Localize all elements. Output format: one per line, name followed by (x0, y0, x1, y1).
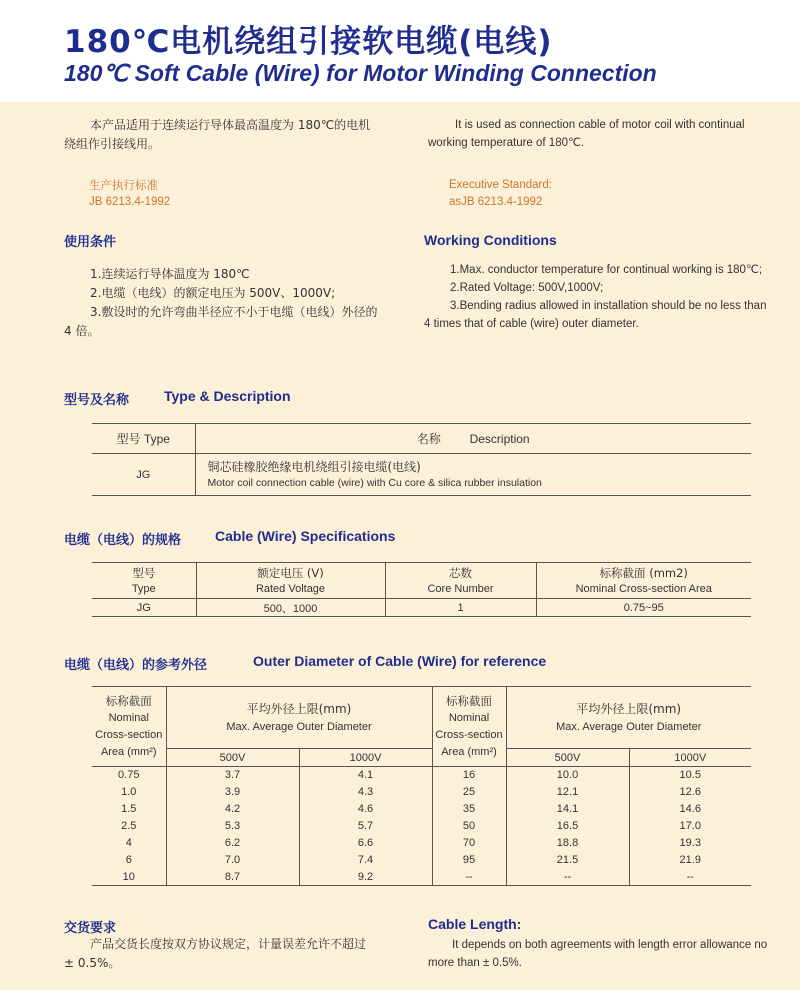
table-cell: 21.9 (679, 854, 701, 866)
od-avg-header-en: Max. Average Outer Diameter (556, 720, 702, 733)
table-cell: 4.1 (299, 767, 432, 784)
table-cell: 12.6 (679, 786, 701, 798)
spec-header-cores-en: Core Number (427, 582, 494, 595)
table-cell: 4.3 (299, 784, 432, 801)
description-cell (195, 454, 751, 496)
spec-cell-voltage: 500、1000 (196, 599, 385, 617)
condition-cn-3: 3.敷设时的允许弯曲半径应不小于电缆（电线）外径的 (90, 305, 378, 319)
table-cell: 10 (92, 869, 166, 886)
table-cell: 12.1 (506, 784, 629, 801)
table-cell: 21.5 (506, 852, 629, 869)
table-cell: 5.3 (166, 818, 299, 835)
table-cell: 17.0 (679, 820, 701, 832)
table-cell: 1.5 (92, 801, 166, 818)
conditions-heading-en: Working Conditions (424, 232, 557, 248)
spec-cell-type: JG (92, 599, 196, 617)
table-cell: 14.1 (506, 801, 629, 818)
od-area-header-cn: 标称截面 (446, 693, 492, 708)
spec-header-voltage-en: Rated Voltage (255, 582, 326, 595)
od-500v-header: 500V (506, 749, 629, 767)
description-cn: 铜芯硅橡胶绝缘电机绕组引接电缆(电线) (207, 460, 421, 474)
table-cell: 25 (432, 784, 506, 801)
od-1000v-header: 1000V (299, 749, 432, 767)
od-header-row (92, 687, 751, 749)
od-heading-en: Outer Diameter of Cable (Wire) for reference (253, 653, 547, 669)
conditions-heading-cn: 使用条件 (64, 235, 117, 250)
description-col-en: Description (469, 432, 530, 446)
spec-header-type (92, 563, 196, 599)
od-area-header-right (432, 687, 506, 767)
table-cell: 35 (432, 801, 506, 818)
od-area-header-en1: Nominal (108, 711, 149, 724)
table-cell: 14.6 (679, 803, 701, 815)
od-area-header-left (92, 687, 166, 767)
table-cell: 8.7 (166, 869, 299, 886)
od-area-header-en2: Cross-section (95, 728, 163, 741)
spec-table (92, 562, 751, 617)
table-cell: 4.6 (299, 801, 432, 818)
type-table (92, 423, 751, 496)
table-cell: 7.4 (299, 852, 432, 869)
standard-en-value: asJB 6213.4-1992 (449, 196, 543, 208)
standard-en-label: Executive Standard: (449, 179, 552, 191)
spec-table-header (92, 563, 751, 599)
table-row (92, 767, 751, 784)
condition-cn-4: 4 倍。 (64, 324, 100, 338)
table-row (92, 852, 751, 869)
od-1000v-header: 1000V (629, 749, 751, 767)
od-avg-header-cn: 平均外径上限(mm) (576, 701, 682, 716)
spec-header-voltage-cn: 额定电压 (V) (257, 565, 324, 580)
delivery-heading-cn: 交货要求 (64, 921, 117, 936)
spec-header-cores (385, 563, 536, 599)
type-heading-cn: 型号及名称 (64, 393, 130, 408)
od-area-header-en3: Area (mm²) (441, 745, 497, 758)
spec-heading-cn: 电缆（电线）的规格 (64, 533, 182, 548)
table-cell: 10.0 (506, 767, 629, 784)
intro-en-line1: It is used as connection cable of motor coil with continual (455, 119, 745, 131)
table-cell: 95 (432, 852, 506, 869)
table-cell: -- (629, 869, 751, 886)
table-row (92, 818, 751, 835)
spec-header-area-cn: 标称截面 (mm2) (599, 565, 688, 580)
table-cell: 0.75 (92, 767, 166, 784)
spec-header-type-cn: 型号 (132, 565, 156, 580)
od-avg-header-en: Max. Average Outer Diameter (226, 720, 372, 733)
table-cell: -- (506, 869, 629, 886)
spec-header-voltage (196, 563, 385, 599)
table-cell: 3.7 (166, 767, 299, 784)
od-500v-header: 500V (166, 749, 299, 767)
table-cell: 6.2 (166, 835, 299, 852)
od-voltage-row (92, 749, 751, 767)
table-cell: 6 (92, 852, 166, 869)
od-table-body (92, 767, 751, 886)
condition-en-1: 1.Max. conductor temperature for continual working is 180℃; (450, 264, 763, 276)
table-cell: 1.0 (92, 784, 166, 801)
condition-en-4: 4 times that of cable (wire) outer diameter. (424, 318, 639, 330)
table-row (92, 835, 751, 852)
od-area-header-en1: Nominal (448, 711, 490, 724)
od-area-header-en2: Cross-section (435, 728, 503, 741)
table-cell: 19.3 (679, 837, 701, 849)
description-col-header (195, 424, 751, 454)
table-cell: 16 (432, 767, 506, 784)
page-title-cn: 180℃电机绕组引接软电缆(电线) (64, 24, 553, 60)
description-en: Motor coil connection cable (wire) with Cu core & silica rubber insulation (207, 477, 542, 489)
od-area-header-en3: Area (mm²) (100, 745, 157, 758)
table-row (92, 869, 751, 886)
spec-table-row (92, 599, 751, 617)
table-row (92, 784, 751, 801)
table-cell: 3.9 (166, 784, 299, 801)
type-col-header: 型号 Type (92, 424, 195, 454)
delivery-cn-line2: ± 0.5%。 (64, 956, 121, 970)
content-area (0, 102, 800, 990)
description-col-cn: 名称 (416, 432, 441, 446)
header (0, 0, 800, 102)
condition-cn-2: 2.电缆（电线）的额定电压为 500V、1000V; (90, 286, 336, 300)
table-cell: 4.2 (166, 801, 299, 818)
type-table-header (92, 424, 751, 454)
delivery-en-line2: more than ± 0.5%. (428, 957, 522, 969)
type-table-row (92, 454, 751, 496)
standard-cn-label: 生产执行标准 (89, 178, 158, 192)
table-cell: 18.8 (506, 835, 629, 852)
intro-cn-line2: 绕组作引接线用。 (64, 137, 161, 151)
table-cell: 50 (432, 818, 506, 835)
table-cell: 70 (432, 835, 506, 852)
od-avg-header-right (506, 687, 751, 749)
intro-en-line2: working temperature of 180℃. (428, 137, 585, 149)
spec-header-area-en: Nominal Cross-section Area (575, 582, 712, 595)
table-cell: 4 (92, 835, 166, 852)
intro-cn-line1: 本产品适用于连续运行导体最高温度为 180℃的电机 (90, 118, 371, 132)
table-cell: 16.5 (506, 818, 629, 835)
delivery-cn-line1: 产品交货长度按双方协议规定，计量误差允许不超过 (90, 937, 367, 951)
spec-header-cores-cn: 芯数 (449, 565, 472, 580)
od-avg-header-cn: 平均外径上限(mm) (246, 701, 352, 716)
page-title-en: 180℃ Soft Cable (Wire) for Motor Winding Connection (64, 60, 657, 86)
delivery-en-line1: It depends on both agreements with length error allowance no (452, 939, 768, 951)
table-cell: 7.0 (166, 852, 299, 869)
spec-cell-cores: 1 (385, 599, 536, 617)
table-cell: -- (432, 869, 506, 886)
table-cell: 10.5 (679, 769, 701, 782)
table-cell: 5.7 (299, 818, 432, 835)
table-cell: 6.6 (299, 835, 432, 852)
condition-en-3: 3.Bending radius allowed in installation should be no less than (450, 300, 767, 312)
spec-cell-area: 0.75~95 (536, 599, 751, 617)
standard-cn-value: JB 6213.4-1992 (89, 196, 171, 208)
delivery-heading-en: Cable Length: (428, 916, 522, 932)
condition-en-2: 2.Rated Voltage: 500V,1000V; (450, 282, 604, 294)
type-cell: JG (92, 454, 195, 496)
spec-heading-en: Cable (Wire) Specifications (215, 528, 396, 544)
od-avg-header-left (166, 687, 432, 749)
od-heading-cn: 电缆（电线）的参考外径 (64, 658, 208, 673)
condition-cn-1: 1.连续运行导体温度为 180℃ (90, 267, 250, 281)
od-area-header-cn: 标称截面 (105, 693, 152, 708)
table-cell: 9.2 (299, 869, 432, 886)
table-cell: 2.5 (92, 818, 166, 835)
outer-diameter-table (92, 686, 751, 886)
table-row (92, 801, 751, 818)
type-heading-en: Type & Description (164, 388, 291, 404)
spec-header-type-en: Type (131, 582, 156, 595)
spec-header-area (536, 563, 751, 599)
